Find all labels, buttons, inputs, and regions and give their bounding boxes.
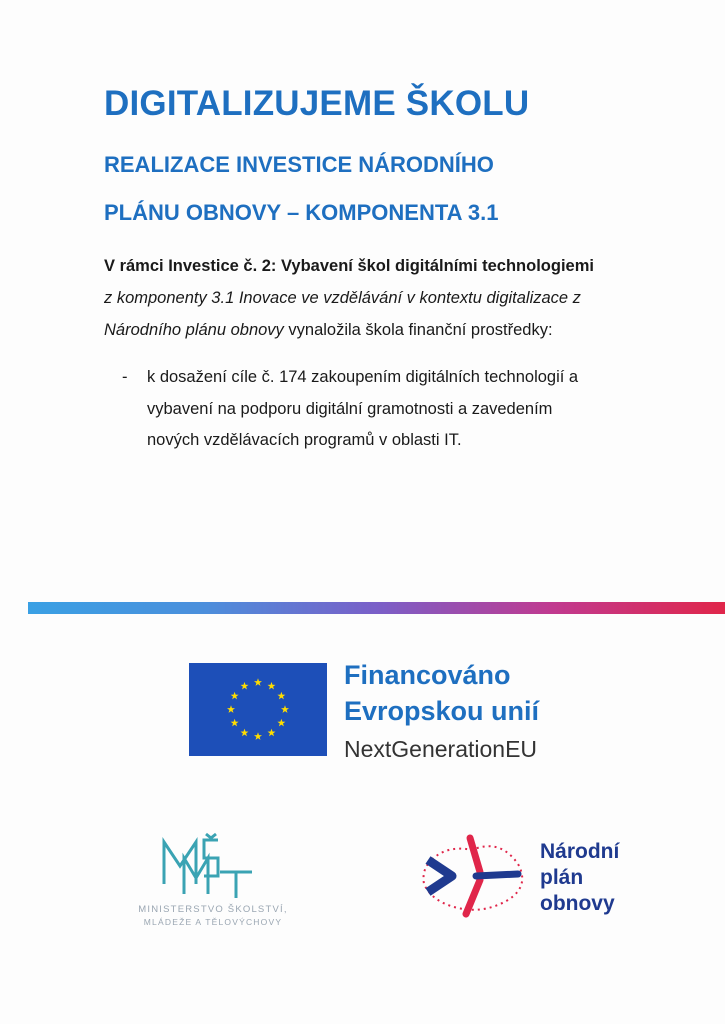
eu-funding-line-2: Evropskou unií <box>344 696 540 726</box>
bullet-line-3: nových vzdělávacích programů v oblasti IT. <box>147 431 462 449</box>
npo-name-line-2: plán <box>540 866 584 889</box>
msmt-name-line-2: MLÁDEŽE A TĚLOVÝCHOVY <box>143 917 283 927</box>
eu-funding-line-1: Financováno <box>344 660 511 690</box>
page-subtitle-line-1: REALIZACE INVESTICE NÁRODNÍHO <box>104 152 494 177</box>
gradient-divider <box>28 602 725 614</box>
body-line-3 <box>104 321 694 340</box>
page-title: DIGITALIZUJEME ŠKOLU <box>104 84 530 123</box>
bullet-line-2: vybavení na podporu digitální gramotnosti a zavedením <box>147 400 553 418</box>
body-line-1: V rámci Investice č. 2: Vybavení škol digitálními technologiemi <box>104 257 594 275</box>
npo-name-line-1: Národní <box>540 840 620 863</box>
body-line-2: z komponenty 3.1 Inovace ve vzdělávání v kontextu digitalizace z <box>104 289 581 307</box>
npo-logo-icon <box>414 830 534 922</box>
eu-funding-line-3: NextGenerationEU <box>344 736 538 762</box>
body-line-3-rest: vynaložila škola finanční prostředky: <box>283 321 553 339</box>
npo-name-line-3: obnovy <box>540 892 615 915</box>
msmt-name-line-1: MINISTERSTVO ŠKOLSTVÍ, <box>138 904 288 915</box>
bullet-marker: - <box>122 368 128 386</box>
body-line-3-italic: Národního plánu obnovy <box>104 321 284 339</box>
page-subtitle-line-2: PLÁNU OBNOVY – KOMPONENTA 3.1 <box>104 200 499 225</box>
eu-flag-icon <box>189 663 327 756</box>
msmt-logo-icon <box>156 832 266 902</box>
bullet-line-1: k dosažení cíle č. 174 zakoupením digitálních technologií a <box>147 368 579 386</box>
